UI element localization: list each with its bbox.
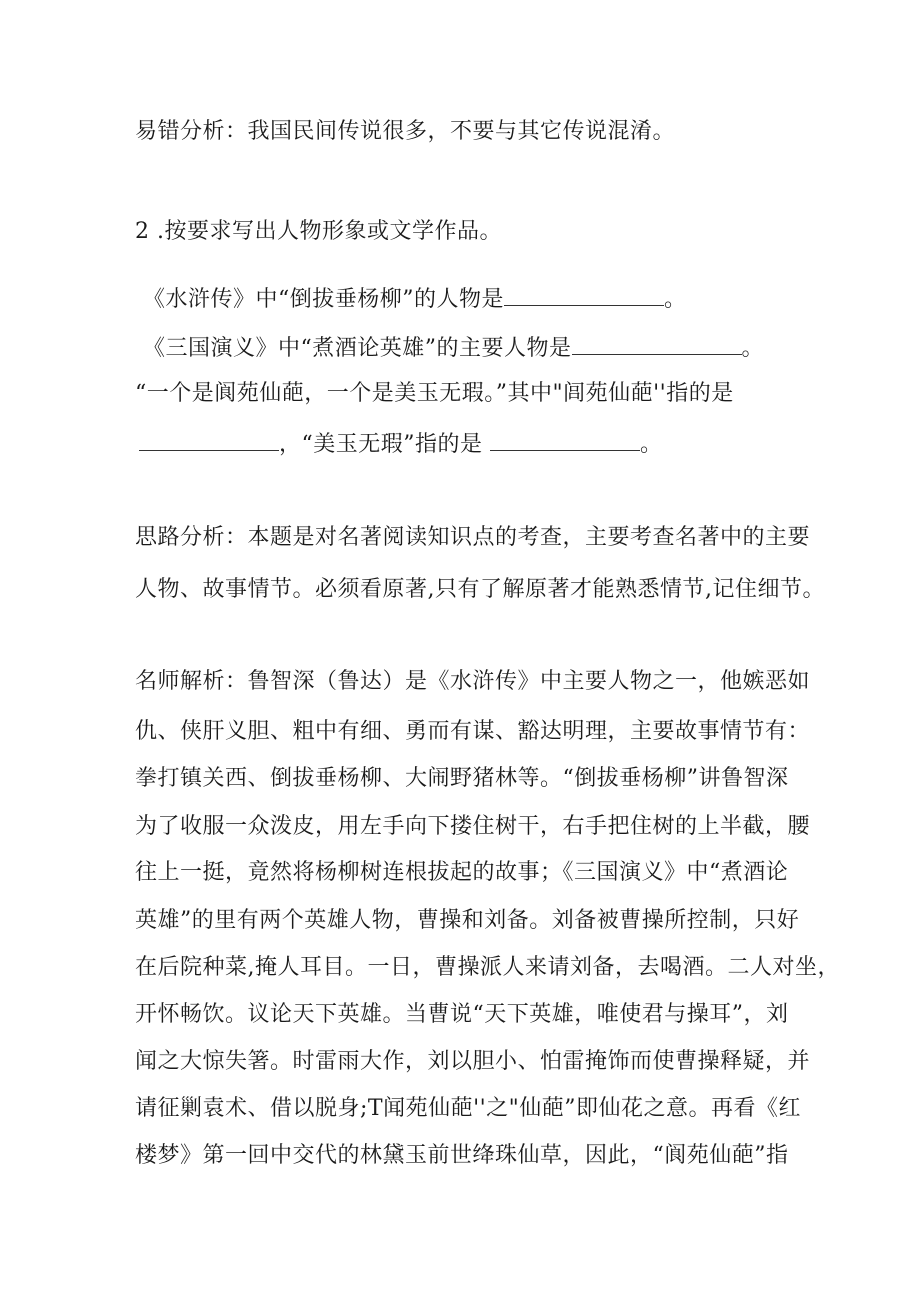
question-item-2 <box>143 332 764 365</box>
answer-blank-4 <box>490 428 640 451</box>
question-item-2-end: 。 <box>741 336 765 361</box>
question-item-3-blanks <box>139 428 663 461</box>
question-item-3-end: 。 <box>640 432 663 457</box>
question-item-1-text: 《水浒传》中“倒拔垂杨柳”的人物是 <box>143 287 504 312</box>
answer-blank-1 <box>504 283 664 306</box>
pitfall-analysis: 易错分析：我国民间传说很多，不要与其它传说混淆。 <box>135 119 676 144</box>
analysis-line-2: 仇、侠肝义胆、粗中有细、勇而有谋、豁达明理，主要故事情节有： <box>135 719 811 744</box>
thinking-line-1: 思路分析：本题是对名著阅读知识点的考查，主要考查名著中的主要 <box>135 525 811 550</box>
analysis-line-10: 请征剿袁术、借以脱身;T闻苑仙葩''之"仙葩”即仙花之意。再看《红 <box>135 1096 802 1121</box>
question-title: 2 .按要求写出人物形象或文学作品。 <box>135 219 502 244</box>
analysis-line-7: 在后院种菜,掩人耳目。一日，曹操派人来请刘备，去喝酒。二人对坐， <box>135 955 840 980</box>
question-item-2-text: 《三国演义》中“煮酒论英雄”的主要人物是 <box>143 336 572 361</box>
question-item-1 <box>143 283 687 316</box>
analysis-line-9: 闻之大惊失箸。时雷雨大作，刘以胆小、怕雷掩饰而使曹操释疑，并 <box>135 1049 811 1074</box>
question-item-3-mid: ，“美玉无瑕”指的是 <box>279 432 483 457</box>
analysis-line-6: 英雄”的里有两个英雄人物，曹操和刘备。刘备被曹操所控制，只好 <box>135 908 800 933</box>
analysis-line-4: 为了收服一众泼皮，用左手向下搂住树干，右手把住树的上半截，腰 <box>135 814 811 839</box>
analysis-line-1: 名师解析：鲁智深（鲁达）是《水浒传》中主要人物之一，他嫉恶如 <box>135 669 811 694</box>
analysis-line-8: 开怀畅饮。议论天下英雄。当曹说“天下英雄，唯使君与操耳”，刘 <box>135 1002 789 1027</box>
analysis-line-3: 拳打镇关西、倒拔垂杨柳、大闹野猪林等。“倒拔垂杨柳”讲鲁智深 <box>135 766 789 791</box>
answer-blank-3 <box>139 428 279 451</box>
question-item-1-end: 。 <box>664 287 687 312</box>
thinking-line-2: 人物、故事情节。必须看原著,只有了解原著才能熟悉情节,记住细节。 <box>135 577 825 602</box>
answer-blank-2 <box>572 332 742 355</box>
question-item-3: “一个是阆苑仙葩，一个是美玉无瑕。”其中"闾苑仙葩''指的是 <box>135 381 734 406</box>
analysis-line-11: 楼梦》第一回中交代的林黛玉前世绛珠仙草，因此，“阆苑仙葩”指 <box>135 1143 789 1168</box>
analysis-line-5: 往上一挺，竟然将杨柳树连根拔起的故事；《三国演义》中“煮酒论 <box>135 860 789 885</box>
